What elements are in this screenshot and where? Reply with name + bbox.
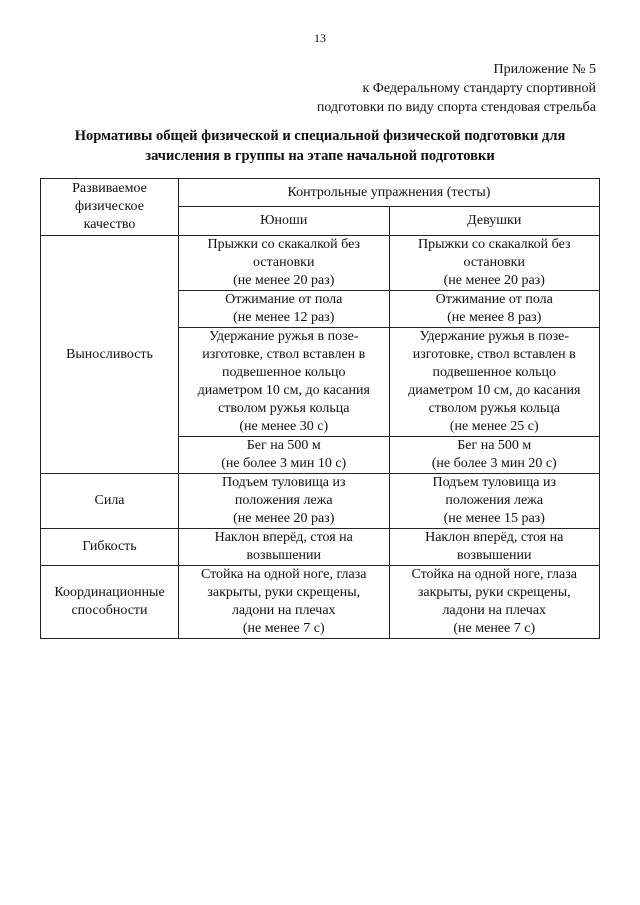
appendix-line: Приложение № 5	[493, 62, 596, 77]
test-cell-girls	[389, 236, 600, 291]
test-line: (не менее 20 раз)	[443, 273, 545, 288]
header-boys: Юноши	[179, 207, 390, 236]
table-row	[41, 236, 600, 291]
test-line: закрыты, руки скрещены,	[417, 585, 571, 600]
test-line: Подъем туловища из	[432, 475, 557, 490]
test-line: ладони на плечах	[442, 603, 547, 618]
appendix-line: к Федеральному стандарту спортивной	[362, 81, 596, 96]
appendix-header	[317, 60, 596, 117]
test-line: (не менее 7 с)	[453, 621, 536, 636]
header-quality-line: качество	[83, 217, 136, 232]
test-cell-boys	[179, 291, 390, 328]
test-line: (не менее 7 с)	[242, 621, 325, 636]
test-cell-boys	[179, 529, 390, 566]
test-line: изготовке, ствол вставлен в	[412, 347, 576, 362]
test-line: изготовке, ствол вставлен в	[202, 347, 366, 362]
test-line: Бег на 500 м	[457, 438, 532, 453]
test-line: Удержание ружья в позе-	[208, 329, 359, 344]
table-row	[41, 474, 600, 529]
header-quality-line: Развиваемое	[72, 181, 147, 196]
test-line: Прыжки со скакалкой без	[417, 237, 571, 252]
test-line: (не менее 20 раз)	[233, 273, 335, 288]
test-line: Прыжки со скакалкой без	[207, 237, 361, 252]
document-title	[40, 126, 600, 166]
test-line: (не менее 20 раз)	[233, 511, 335, 526]
test-line: ладони на плечах	[231, 603, 336, 618]
quality-cell: Гибкость	[41, 529, 179, 566]
test-line: возвышении	[246, 548, 322, 563]
test-line: (не более 3 мин 20 с)	[431, 456, 557, 471]
test-line: Отжимание от пола	[225, 292, 343, 307]
test-line: (не менее 8 раз)	[447, 310, 542, 325]
test-line: Стойка на одной ноге, глаза	[200, 567, 367, 582]
test-line: стволом ружья кольца	[218, 401, 350, 416]
test-cell-girls	[389, 437, 600, 474]
test-line: Подъем туловища из	[221, 475, 346, 490]
test-line: Стойка на одной ноге, глаза	[411, 567, 578, 582]
norms-table	[40, 178, 600, 639]
test-line: стволом ружья кольца	[428, 401, 560, 416]
header-tests: Контрольные упражнения (тесты)	[179, 179, 600, 207]
test-line: (не менее 15 раз)	[443, 511, 545, 526]
table-row	[41, 529, 600, 566]
test-line: (не менее 12 раз)	[233, 310, 335, 325]
test-cell-girls	[389, 328, 600, 437]
test-line: остановки	[253, 255, 315, 270]
header-quality	[41, 179, 179, 236]
test-line: Наклон вперёд, стоя на	[214, 530, 353, 545]
test-line: подвешенное кольцо	[221, 365, 346, 380]
test-line: закрыты, руки скрещены,	[207, 585, 361, 600]
test-cell-boys	[179, 236, 390, 291]
test-line: Удержание ружья в позе-	[419, 329, 569, 344]
test-cell-girls	[389, 291, 600, 328]
test-line: диаметром 10 см, до касания	[197, 383, 370, 398]
test-line: (не более 3 мин 10 с)	[221, 456, 347, 471]
test-line: остановки	[463, 255, 525, 270]
table-row	[41, 566, 600, 639]
test-cell-boys	[179, 437, 390, 474]
quality-cell: Сила	[41, 474, 179, 529]
test-cell-boys	[179, 474, 390, 529]
test-cell-boys	[179, 566, 390, 639]
test-line: (не менее 25 с)	[449, 419, 539, 434]
header-girls: Девушки	[389, 207, 600, 236]
test-line: подвешенное кольцо	[432, 365, 557, 380]
test-line: возвышении	[456, 548, 532, 563]
page-number: 13	[314, 31, 326, 45]
test-cell-girls	[389, 529, 600, 566]
appendix-line: подготовки по виду спорта стендовая стрельба	[316, 100, 596, 115]
quality-line: способности	[71, 603, 148, 618]
test-cell-girls	[389, 474, 600, 529]
test-cell-girls	[389, 566, 600, 639]
quality-cell	[41, 566, 179, 639]
quality-cell: Выносливость	[41, 236, 179, 474]
test-line: Наклон вперёд, стоя на	[425, 530, 564, 545]
test-line: положения лежа	[234, 493, 333, 508]
test-line: (не менее 30 с)	[239, 419, 329, 434]
header-quality-line: физическое	[75, 199, 144, 214]
test-cell-boys	[179, 328, 390, 437]
title-line: зачисления в группы на этапе начальной подготовки	[145, 148, 495, 164]
test-line: положения лежа	[445, 493, 544, 508]
table-header-row	[41, 179, 600, 207]
quality-line: Координационные	[54, 585, 165, 600]
test-line: Бег на 500 м	[246, 438, 321, 453]
test-line: диаметром 10 см, до касания	[408, 383, 581, 398]
test-line: Отжимание от пола	[435, 292, 553, 307]
title-line: Нормативы общей физической и специальной физической подготовки для	[74, 128, 566, 144]
